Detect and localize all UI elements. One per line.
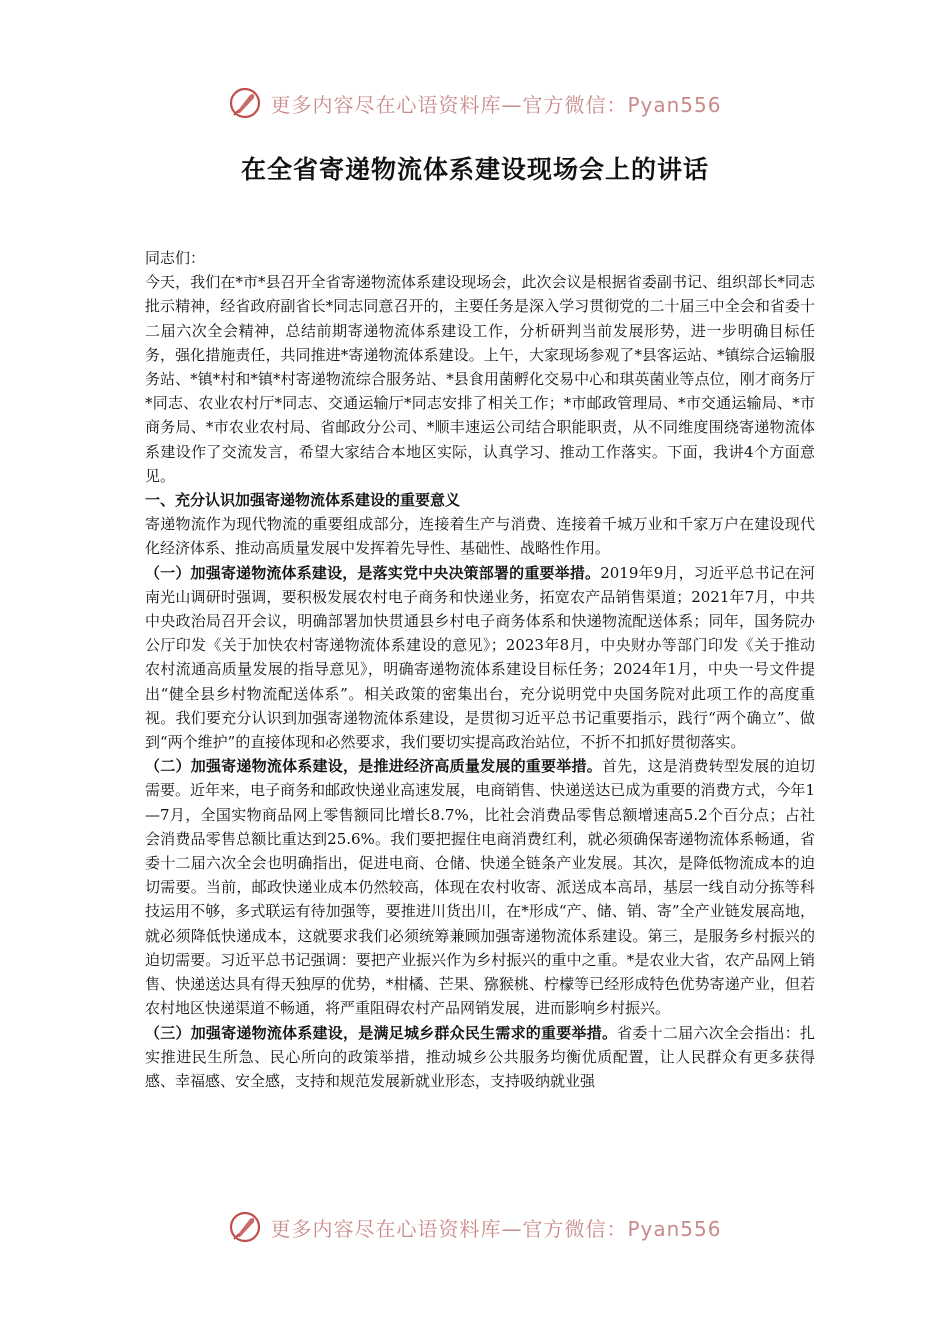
- paragraph-text: 省委十二届六次全会指出：扎实推进民生所急、民心所向的政策举措，推动城乡公共服务均衡优质配置，让人民群众有更多获得感、幸福感、安全感，支持和规范发展新就业形态，支持吸纳就业强: [145, 1023, 815, 1090]
- subheading-bold: （三）加强寄递物流体系建设，是满足城乡群众民生需求的重要举措。: [145, 1023, 618, 1042]
- footer-watermark-banner: [0, 1207, 950, 1247]
- greeting: 同志们：: [145, 249, 206, 267]
- paragraph-text: 首先，这是消费转型发展的迫切需要。近年来，电子商务和邮政快递业高速发展，电商销售、快递送达已成为重要的消费方式，今年1—7月，全国实物商品网上零售额同比增长8.7%，比社会消费品零售总额增速高5.2个百分点；占社会消费品零售总额比重达到25.6%。我们要把握住电商消费红利，就必须确保寄递物流体系畅通，省委十二届六次全会也明确指出，促进电商、仓储、快递全链条产业发展。其次，是降低物流成本的迫切需要。当前，邮政快递业成本仍然较高，体现在农村收寄、派送成本高昂，基层一线自动分拣等科技运用不够，多式联运有待加强等，要推进川货出川，在*形成“产、储、销、寄”全产业链发展高地，就必须降低快递成本，这就要求我们必须统筹兼顾加强寄递物流体系建设。第三，是服务乡村振兴的迫切需要。习近平总书记强调：要把产业振兴作为乡村振兴的重中之重。*是农业大省，农产品网上销售、快递送达具有得天独厚的优势，*柑橘、芒果、猕猴桃、柠檬等已经形成特色优势寄递产业，但若农村地区快递渠道不畅通，将严重阻碍农村产品网销发展，进而影响乡村振兴。: [145, 757, 815, 1018]
- paragraph-text: 2019年9月，习近平总书记在河南光山调研时强调，要积极发展农村电子商务和快递业务，拓宽农产品销售渠道；2021年7月，中共中央政治局召开会议，明确部署加快贯通县乡村电子商务体系和快递物流配送体系；同年，国务院办公厅印发《关于加快农村寄递物流体系建设的意见》；2023年8月，中央财办等部门印发《关于推动农村流通高质量发展的指导意见》，明确寄递物流体系建设目标任务；2024年1月，中央一号文件提出“健全县乡村物流配送体系”。相关政策的密集出台，充分说明党中央国务院对此项工作的高度重视。我们要充分认识到加强寄递物流体系建设，是贯彻习近平总书记重要指示，践行“两个确立”、做到“两个维护”的直接体现和必然要求，我们要切实提高政治站位，不折不扣抓好贯彻落实。: [145, 563, 815, 752]
- watermark-text: 更多内容尽在心语资料库—官方微信：Pyan556: [270, 1216, 722, 1241]
- section-lead-paragraph: 寄递物流作为现代物流的重要组成部分，连接着生产与消费、连接着千城万业和千家万户在建设现代化经济体系、推动高质量发展中发挥着先导性、基础性、战略性作用。: [145, 515, 815, 558]
- header-watermark-banner: [0, 83, 950, 123]
- subheading-bold: （一）加强寄递物流体系建设，是落实党中央决策部署的重要举措。: [145, 563, 601, 582]
- subheading-bold: （二）加强寄递物流体系建设，是推进经济高质量发展的重要举措。: [145, 757, 602, 776]
- quill-pen-logo-icon: [228, 86, 262, 120]
- paragraph-item-3: [145, 1021, 815, 1094]
- paragraph-item-2: [145, 754, 815, 1020]
- quill-pen-logo-icon: [228, 1210, 262, 1244]
- watermark-text: 更多内容尽在心语资料库—官方微信：Pyan556: [270, 92, 722, 117]
- document-title: 在全省寄递物流体系建设现场会上的讲话: [240, 155, 709, 184]
- intro-paragraph: 今天，我们在*市*县召开全省寄递物流体系建设现场会，此次会议是根据省委副书记、组织部长*同志批示精神，经省政府副省长*同志同意召开的，主要任务是深入学习贯彻党的二十届三中全会和省委十二届六次全会精神，总结前期寄递物流体系建设工作，分析研判当前发展形势，进一步明确目标任务，强化措施责任，共同推进*寄递物流体系建设。上午，大家现场参观了*县客运站、*镇综合运输服务站、*镇*村和*镇*村寄递物流综合服务站、*县食用菌孵化交易中心和琪英菌业等点位，刚才商务厅*同志、农业农村厅*同志、交通运输厅*同志安排了相关工作；*市邮政管理局、*市交通运输局、*市商务局、*市农业农村局、省邮政分公司、*顺丰速运公司结合职能职责，从不同维度围绕寄递物流体系建设作了交流发言，希望大家结合本地区实际，认真学习、推动工作落实。下面，我讲4个方面意见。: [145, 273, 815, 485]
- section-heading: 一、充分认识加强寄递物流体系建设的重要意义: [145, 491, 461, 510]
- document-body: [145, 246, 815, 1093]
- paragraph-item-1: [145, 561, 815, 755]
